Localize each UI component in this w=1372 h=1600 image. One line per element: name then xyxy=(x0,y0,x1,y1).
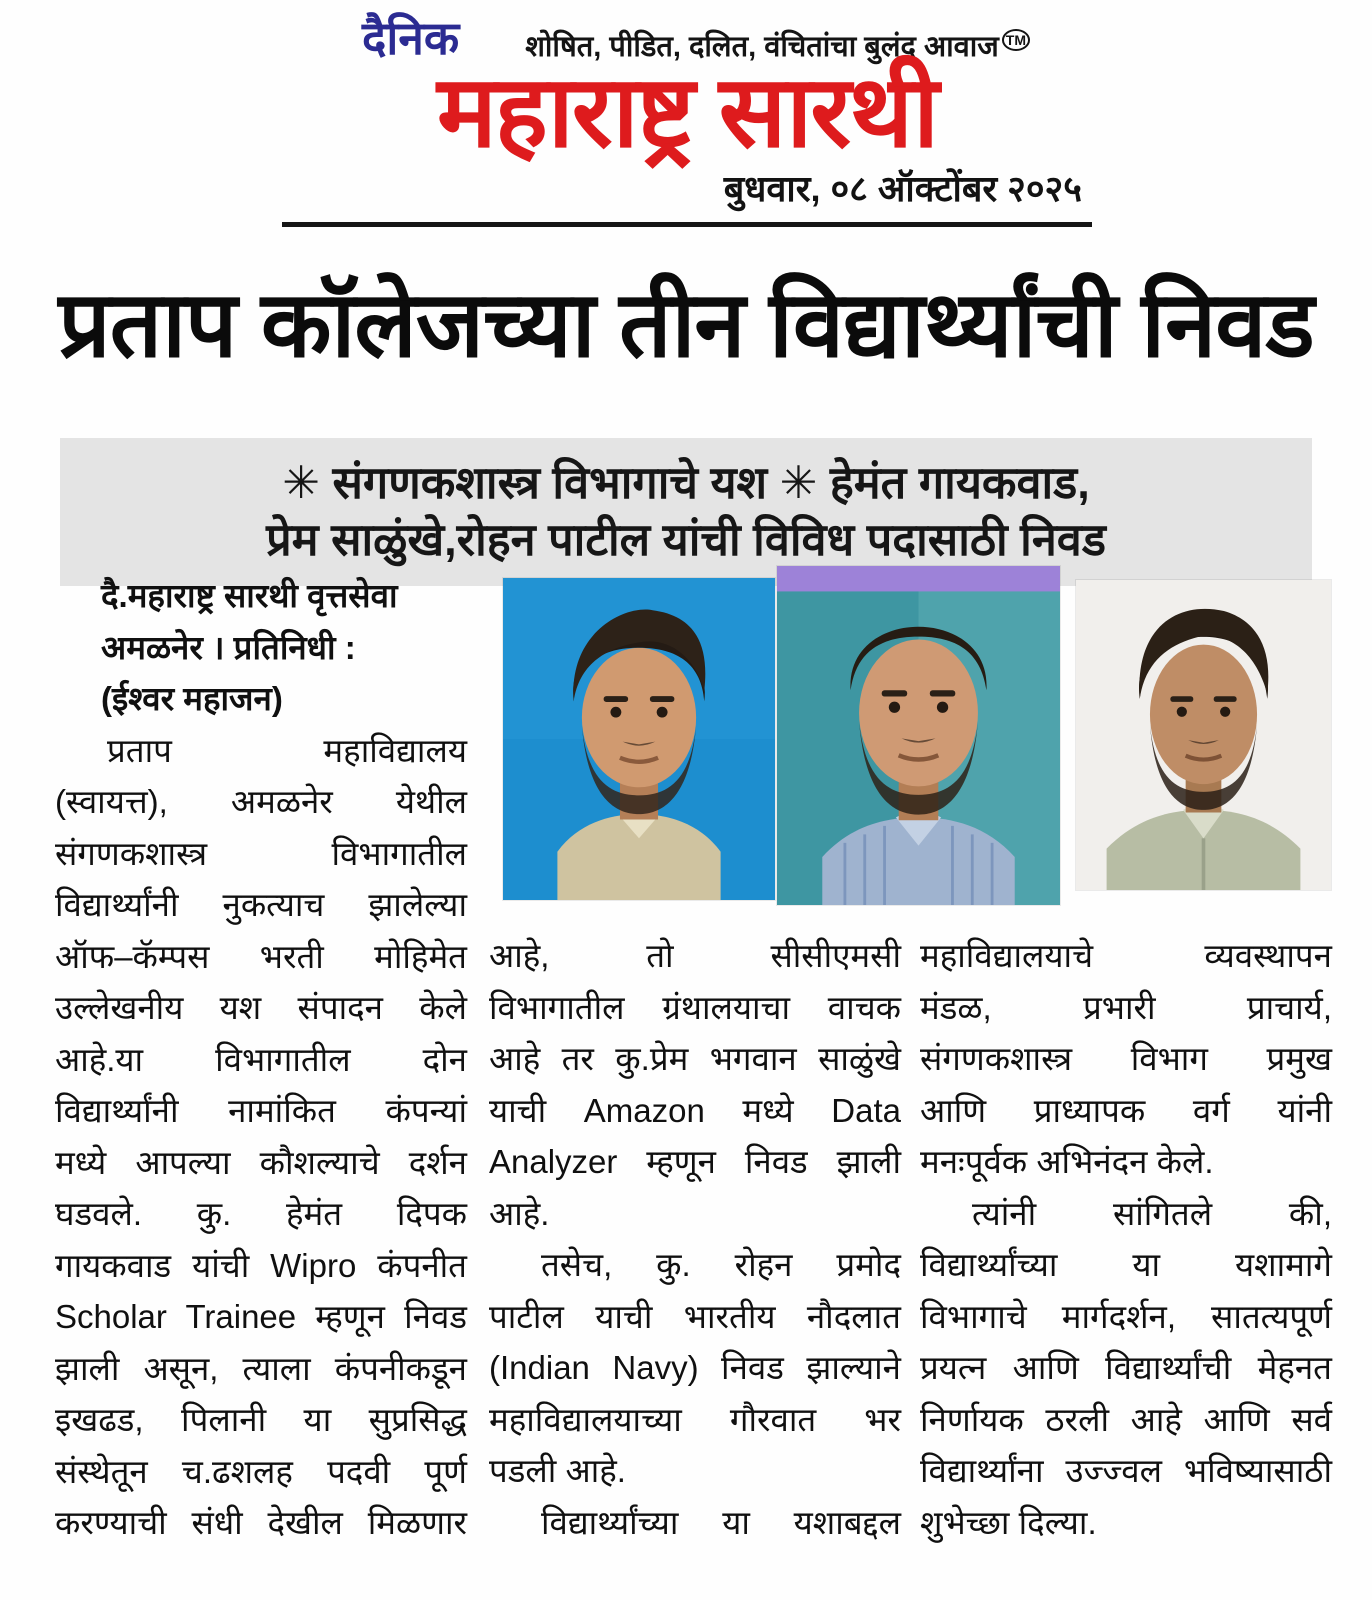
article-line: दै.महाराष्ट्र सारथी वृत्तसेवा xyxy=(101,577,398,614)
article-line: अमळनेर । प्रतिनिधी : xyxy=(101,628,356,666)
article-line: (स्वायत्त), अमळनेर येथील xyxy=(55,783,467,820)
tagline-text: शोषित, पीडित, दलित, वंचितांचा बुलंद आवाज xyxy=(525,31,999,63)
article-line: मनःपूर्वक अभिनंदन केले. xyxy=(920,1143,1214,1180)
article-line: आहे तर कु.प्रेम भगवान साळुंखे xyxy=(489,1040,901,1077)
article-line: पाटील याची भारतीय नौदलात xyxy=(489,1297,901,1335)
subheadline-line2: प्रेम साळुंखे,रोहन पाटील यांची विविध पदासाठी निवड xyxy=(266,514,1106,565)
article-body xyxy=(0,566,1372,1600)
article-column-3 xyxy=(920,930,1332,1548)
article-line: विद्यार्थ्यांनी नामांकित कंपन्यां xyxy=(55,1092,467,1129)
article-line: आहे.या विभागातील दोन xyxy=(55,1040,467,1078)
article-line: प्रयत्न आणि विद्यार्थ्यांची मेहनत xyxy=(920,1349,1332,1386)
article-line: याची Amazon मध्ये Data xyxy=(489,1091,901,1129)
article-line: विद्यार्थ्यांना उज्ज्वल भविष्यासाठी xyxy=(920,1452,1332,1489)
article-line: मंडळ, प्रभारी प्राचार्य, xyxy=(920,988,1332,1026)
article-line: (ईश्वर महाजन) xyxy=(101,680,283,717)
student-portrait-illustration xyxy=(777,566,1060,905)
student-photo-1 xyxy=(503,578,775,900)
trademark-symbol: TM xyxy=(1002,29,1030,51)
subheadline-line1: ✳ संगणकशास्त्र विभागाचे यश ✳ हेमंत गायकवाड, xyxy=(282,457,1090,508)
newspaper-title: महाराष्ट्र सारथी xyxy=(437,56,937,168)
article-line: पडली आहे. xyxy=(489,1452,626,1489)
article-line: विभागाचे मार्गदर्शन, सातत्यपूर्ण xyxy=(920,1297,1332,1335)
masthead-divider xyxy=(282,222,1092,227)
masthead xyxy=(282,14,1092,227)
article-line: उल्लेखनीय यश संपादन केले xyxy=(55,989,467,1026)
article-line: निर्णायक ठरली आहे आणि सर्व xyxy=(920,1400,1332,1438)
article-line: त्यांनी सांगितले की, xyxy=(972,1194,1332,1232)
article-line: विद्यार्थ्यांच्या या यशाबद्दल xyxy=(541,1503,901,1541)
article-line: आहे. xyxy=(489,1194,550,1232)
student-photo-2 xyxy=(777,566,1060,905)
article-line: संगणकशास्त्र विभागातील xyxy=(55,834,467,872)
article-line: आहे, तो सीसीएमसी xyxy=(489,937,901,974)
article-line: विद्यार्थ्यांनी नुकत्याच झालेल्या xyxy=(55,886,467,923)
article-line: संस्थेतून च.ढशलह पदवी पूर्ण xyxy=(55,1452,467,1490)
issue-date: बुधवार, ०८ ऑक्टोंबर २०२५ xyxy=(723,168,1082,209)
article-line: मध्ये आपल्या कौशल्याचे दर्शन xyxy=(55,1143,467,1181)
article-line: तसेच, कु. रोहन प्रमोद xyxy=(541,1246,901,1283)
article-line: आणि प्राध्यापक वर्ग यांनी xyxy=(920,1091,1332,1129)
student-portrait-illustration xyxy=(503,578,775,900)
article-line: शुभेच्छा दिल्या. xyxy=(920,1503,1097,1541)
article-line: घडवले. कु. हेमंत दिपक xyxy=(55,1195,467,1232)
article-headline: प्रताप कॉलेजच्या तीन विद्यार्थ्यांची निवड xyxy=(58,274,1314,376)
article-line: झाली असून, त्याला कंपनीकडून xyxy=(55,1349,467,1387)
article-line: विद्यार्थ्यांच्या या यशामागे xyxy=(920,1246,1332,1283)
article-line: करण्याची संधी देखील मिळणार xyxy=(55,1504,467,1541)
article-line: विभागातील ग्रंथालयाचा वाचक xyxy=(489,988,901,1026)
article-line: इखढड, पिलानी या सुप्रसिद्ध xyxy=(55,1401,467,1438)
subheadline-box xyxy=(60,438,1312,586)
article-line: Scholar Trainee म्हणून निवड xyxy=(55,1298,467,1335)
article-line: महाविद्यालयाचे व्यवस्थापन xyxy=(920,937,1332,974)
article-line: Analyzer म्हणून निवड झाली xyxy=(489,1143,901,1180)
article-column-2 xyxy=(489,930,901,1548)
daily-label: दैनिक xyxy=(362,12,460,64)
student-portrait-illustration xyxy=(1076,580,1331,890)
article-line: गायकवाड यांची Wipro कंपनीत xyxy=(55,1246,467,1284)
article-line: महाविद्यालयाच्या गौरवात भर xyxy=(489,1400,901,1438)
article-line: संगणकशास्त्र विभाग प्रमुख xyxy=(920,1040,1332,1077)
article-line: (Indian Navy) निवड झाल्याने xyxy=(489,1349,901,1386)
article-line: ऑफ–कॅम्पस भरती मोहिमेत xyxy=(55,937,467,975)
article-column-1 xyxy=(55,570,467,1549)
article-line: प्रताप महाविद्यालय xyxy=(107,731,467,769)
student-photo-3 xyxy=(1076,580,1331,890)
